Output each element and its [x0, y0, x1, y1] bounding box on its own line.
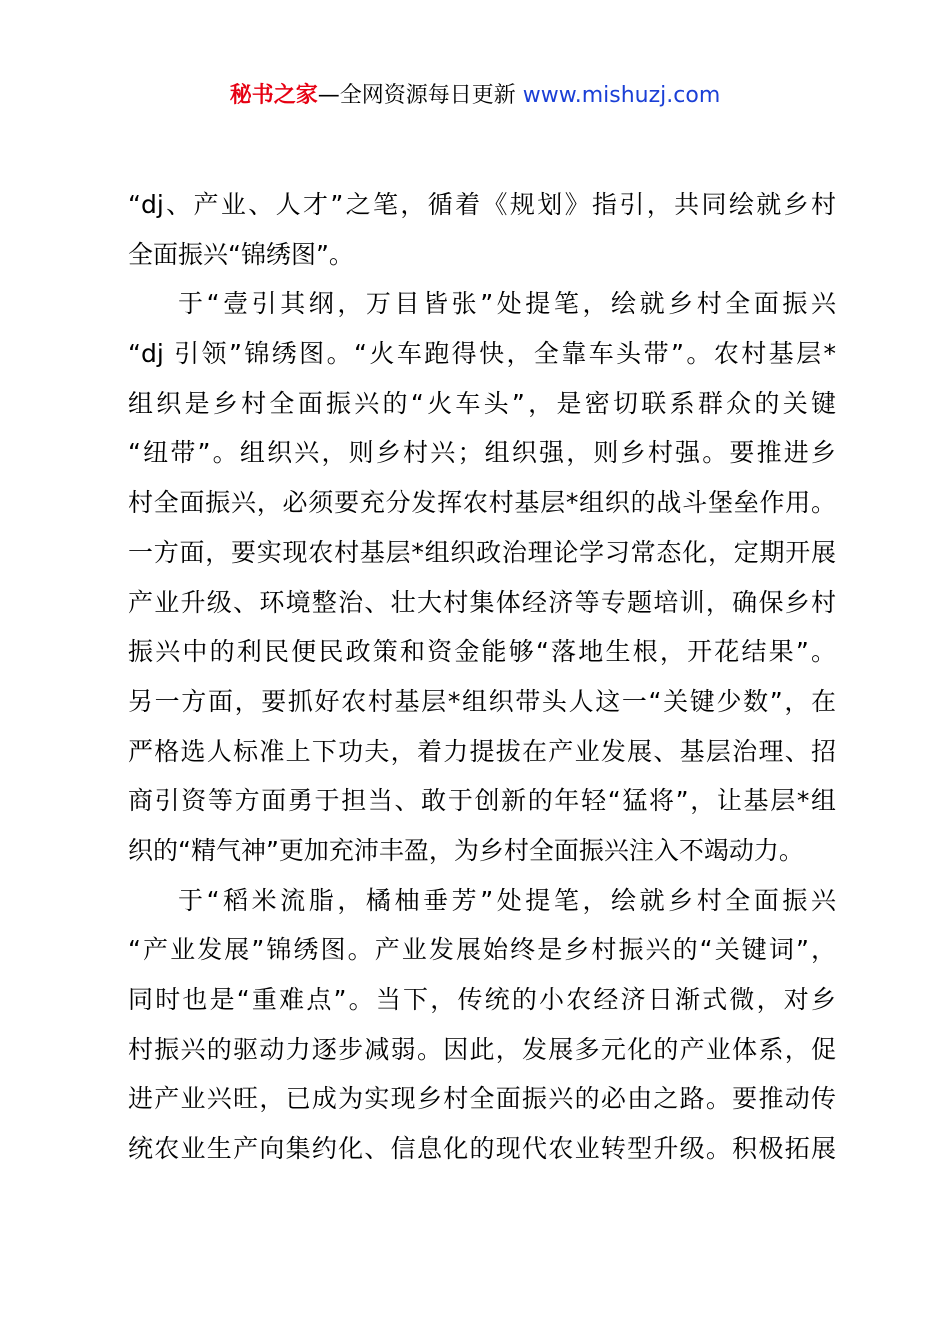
paragraph-start-line: 于“壹引其纲，万目皆张”处提笔，绘就乡村全面振兴: [178, 289, 836, 319]
site-url-link[interactable]: www.mishuzj.com: [522, 83, 721, 108]
text-line: “dj、产业、人才”之笔，循着《规划》指引，共同绘就乡村: [128, 190, 836, 219]
text-line: 组织是乡村全面振兴的“火车头”，是密切联系群众的关键: [128, 388, 836, 418]
text-line: 一方面，要实现农村基层*组织政治理论学习常态化，定期开展: [128, 537, 836, 567]
text-line: 同时也是“重难点”。当下，传统的小农经济日渐式微，对乡: [128, 985, 836, 1014]
text-line: 织的“精气神”更加充沛丰盈，为乡村全面振兴注入不竭动力。: [128, 835, 804, 865]
text-line: 产业升级、环境整治、壮大村集体经济等专题培训，确保乡村: [128, 587, 836, 617]
document-body: [128, 180, 836, 1174]
text-line: 振兴中的利民便民政策和资金能够“落地生根，开花结果”。: [128, 637, 836, 667]
text-line: 另一方面，要抓好农村基层*组织带头人这一“关键少数”，在: [128, 686, 836, 716]
site-header: [0, 80, 950, 112]
text-line: 统农业生产向集约化、信息化的现代农业转型升级。积极拓展: [128, 1134, 836, 1164]
text-line: “产业发展”锦绣图。产业发展始终是乡村振兴的“关键词”，: [128, 935, 836, 965]
text-line: “dj 引领”锦绣图。“火车跑得快，全靠车头带”。农村基层*: [128, 339, 836, 369]
text-line: 进产业兴旺，已成为实现乡村全面振兴的必由之路。要推动传: [128, 1084, 836, 1114]
text-line: 严格选人标准上下功夫，着力提拔在产业发展、基层治理、招: [128, 736, 836, 766]
text-line: 全面振兴“锦绣图”。: [128, 239, 354, 269]
text-line: 商引资等方面勇于担当、敢于创新的年轻“猛将”，让基层*组: [128, 786, 836, 816]
paragraph-start-line: 于“稻米流脂，橘柚垂芳”处提笔，绘就乡村全面振兴: [178, 885, 836, 915]
text-line: 村振兴的驱动力逐步减弱。因此，发展多元化的产业体系，促: [128, 1034, 836, 1064]
text-line: 村全面振兴，必须要充分发挥农村基层*组织的战斗堡垒作用。: [128, 488, 836, 518]
header-tagline: —全网资源每日更新: [317, 83, 523, 108]
text-line: “纽带”。组织兴，则乡村兴；组织强，则乡村强。要推进乡: [128, 438, 836, 468]
brand-name: 秘书之家: [229, 83, 318, 108]
